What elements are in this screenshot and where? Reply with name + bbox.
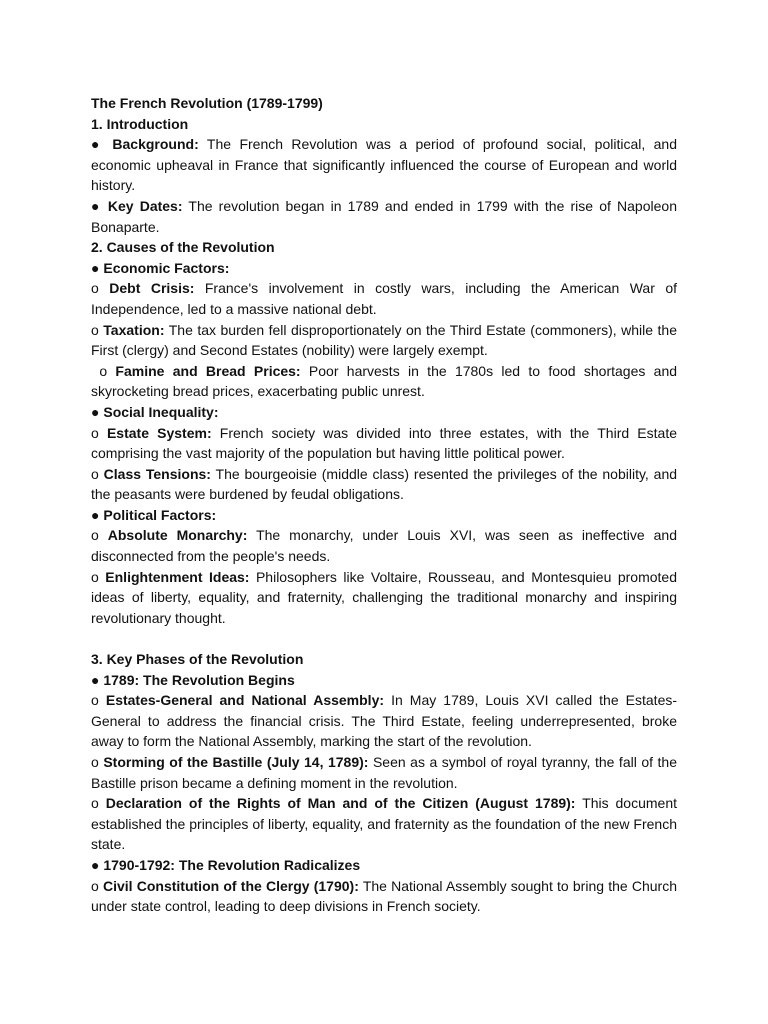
group-political-factors: [91, 505, 677, 526]
circle-bullet-icon: o: [91, 424, 99, 441]
item-label: Civil Constitution of the Clergy (1790):: [103, 877, 359, 894]
circle-bullet-icon: o: [91, 692, 99, 709]
group-label: Social Inequality:: [103, 403, 219, 420]
circle-bullet-icon: o: [91, 321, 99, 338]
group-social-inequality: [91, 402, 677, 423]
circle-bullet-icon: o: [91, 280, 99, 297]
cause-item-famine: [91, 361, 677, 402]
bullet-icon: ●: [91, 259, 100, 276]
document-title: The French Revolution (1789-1799): [91, 95, 323, 111]
item-text: French society was divided into three estates, with the Third Estate comprising the vast majority of the population but having little political power.: [91, 424, 677, 462]
phase-item-civil-constitution: [91, 876, 677, 917]
group-label: 1789: The Revolution Begins: [103, 671, 295, 688]
group-label: 1790-1792: The Revolution Radicalizes: [103, 856, 361, 873]
item-text: Poor harvests in the 1780s led to food shortages and skyrocketing bread prices, exacerbating public unrest.: [91, 362, 678, 400]
bullet-icon: ●: [91, 197, 102, 214]
cause-item-debt-crisis: [91, 278, 677, 319]
section-heading-introduction: 1. Introduction: [91, 115, 189, 132]
group-1789: [91, 670, 677, 691]
circle-bullet-icon: o: [91, 527, 99, 544]
group-1790-1792: [91, 855, 677, 876]
circle-bullet-icon: o: [91, 754, 99, 770]
intro-item-background: [91, 134, 677, 196]
group-label: Economic Factors:: [103, 259, 230, 276]
item-label: Debt Crisis:: [109, 280, 195, 297]
bullet-icon: ●: [91, 403, 100, 420]
document-page: [91, 93, 677, 917]
phase-item-declaration: [91, 793, 677, 855]
item-label: Declaration of the Rights of Man and of the Citizen (August 1789):: [105, 795, 576, 812]
item-text: This document established the principles of liberty, equality, and fraternity as the foundation of the new French state.: [91, 795, 677, 853]
cause-item-absolute-monarchy: [91, 525, 677, 566]
item-text: The French Revolution was a period of profound social, political, and economic upheaval in France that significantly influenced the course of European and world history.: [91, 136, 678, 194]
item-label: Estate System:: [106, 424, 212, 441]
item-label: Taxation:: [103, 321, 165, 338]
item-text: Seen as a symbol of royal tyranny, the fall of the Bastille prison became a defining moment in the revolution.: [91, 754, 677, 791]
bullet-icon: ●: [91, 856, 100, 873]
intro-item-key-dates: [91, 196, 677, 237]
item-text: The bourgeoisie (middle class) resented the privileges of the nobility, and the peasants were burdened by feudal obligations.: [91, 465, 678, 503]
cause-item-enlightenment: [91, 567, 677, 629]
item-label: Estates-General and National Assembly:: [105, 692, 385, 709]
bullet-icon: ●: [91, 506, 100, 523]
item-text: The National Assembly sought to bring the Church under state control, leading to deep divisions in French society.: [91, 877, 678, 915]
item-text: Philosophers like Voltaire, Rousseau, and Montesquieu promoted ideas of liberty, equality, and fraternity, challenging the traditional monarchy and inspiring revolutionary thought.: [91, 568, 678, 626]
circle-bullet-icon: o: [91, 568, 99, 585]
paragraph-spacer: [91, 628, 677, 649]
item-text: The revolution began in 1789 and ended in 1799 with the rise of Napoleon Bonaparte.: [91, 197, 677, 235]
section-heading-key-phases: 3. Key Phases of the Revolution: [91, 651, 304, 668]
item-text: The tax burden fell disproportionately on the Third Estate (commoners), while the First (clergy) and Second Estates (nobility) were largely exempt.: [91, 321, 677, 359]
group-economic-factors: [91, 258, 677, 279]
item-text: France's involvement in costly wars, including the American War of Independence, led to a massive national debt.: [91, 280, 678, 317]
item-label: Absolute Monarchy:: [107, 527, 248, 544]
cause-item-estate-system: [91, 423, 677, 464]
cause-item-taxation: [91, 320, 677, 361]
phase-item-bastille: [91, 752, 677, 793]
item-label: Famine and Bread Prices:: [115, 362, 301, 379]
circle-bullet-icon: o: [99, 362, 108, 379]
item-label: Key Dates:: [107, 197, 183, 214]
item-label: Background:: [112, 136, 199, 153]
item-label: Enlightenment Ideas:: [105, 568, 250, 585]
group-label: Political Factors:: [103, 506, 217, 523]
circle-bullet-icon: o: [91, 877, 99, 894]
phase-item-estates-general: [91, 690, 677, 752]
circle-bullet-icon: o: [91, 795, 99, 812]
item-label: Class Tensions:: [103, 465, 211, 482]
bullet-icon: ●: [91, 136, 104, 153]
cause-item-class-tensions: [91, 464, 677, 505]
section-heading-causes: 2. Causes of the Revolution: [91, 239, 275, 256]
bullet-icon: ●: [91, 671, 100, 688]
item-text: The monarchy, under Louis XVI, was seen as ineffective and disconnected from the people's needs.: [91, 527, 678, 565]
item-text: In May 1789, Louis XVI called the Estates-General to address the financial crisis. The Third Estate, feeling underrepresented, broke away to form the National Assembly, marking the start of the revolution.: [91, 692, 678, 750]
circle-bullet-icon: o: [91, 465, 99, 482]
item-label: Storming of the Bastille (July 14, 1789):: [103, 754, 369, 770]
